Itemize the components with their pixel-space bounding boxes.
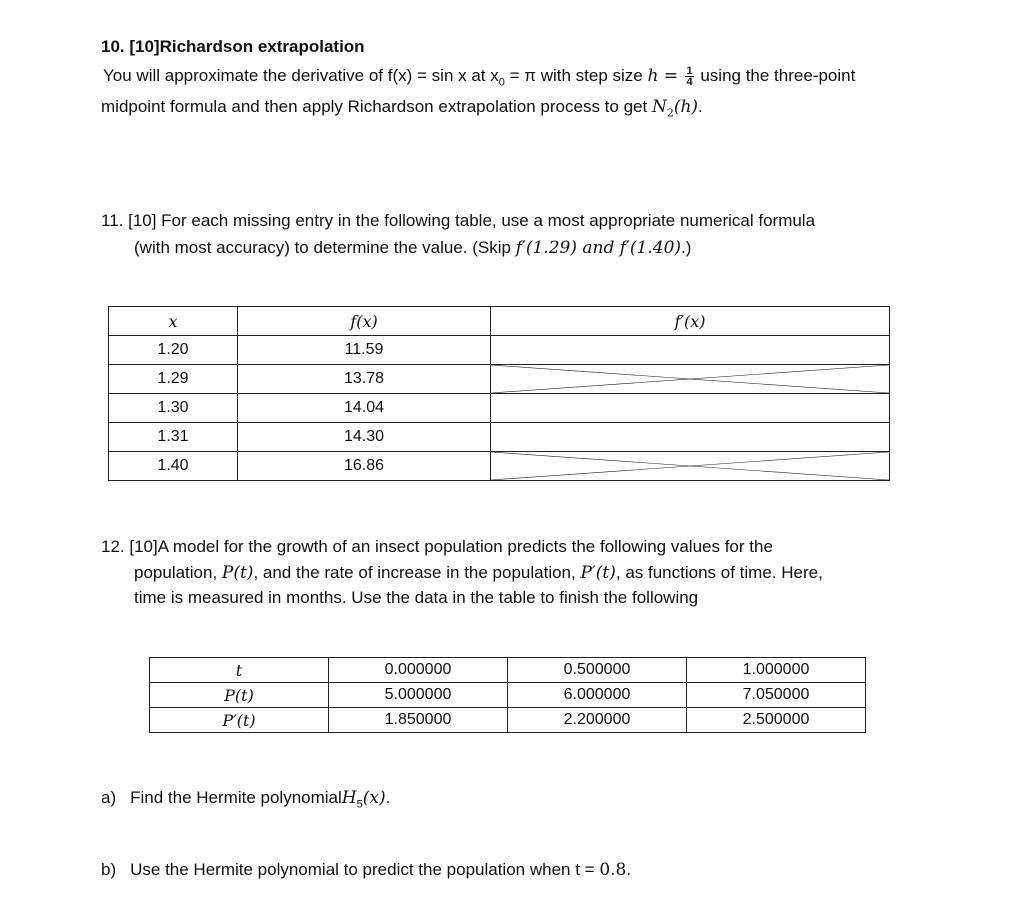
table-row bbox=[150, 708, 866, 733]
q12-part-a: a) Find the Hermite polynomialH$_5$(x). bbox=[101, 788, 391, 811]
cross-out-icon bbox=[491, 365, 889, 393]
x-value: 1.31 bbox=[109, 423, 238, 452]
P-value: 7.050000 bbox=[687, 683, 866, 708]
fx-value: 16.86 bbox=[238, 452, 491, 481]
row-label-Pprime: P′(t) bbox=[150, 708, 329, 733]
table-row bbox=[150, 683, 866, 708]
x-value: 1.30 bbox=[109, 394, 238, 423]
fpx-crossed-cell bbox=[491, 365, 890, 394]
q10-line1: You will approximate the derivative of f(x) = sin x at $x_0 = \pi$ with step size h = $\frac{1}{4}$ using the three-point bbox=[103, 65, 856, 89]
q11-line2: (with most accuracy) to determine the value. (Skip f′(1.29) and f′(1.40).) bbox=[134, 238, 692, 258]
population-table bbox=[149, 657, 866, 733]
q12-line2: population, P(t), and the rate of increase in the population, P′(t), as functions of time. Here, bbox=[134, 563, 823, 583]
fpx-crossed-cell bbox=[491, 452, 890, 481]
fx-value: 14.04 bbox=[238, 394, 491, 423]
P-value: 5.000000 bbox=[329, 683, 508, 708]
P-value: 6.000000 bbox=[508, 683, 687, 708]
t-value: 0.500000 bbox=[508, 658, 687, 683]
x-value: 1.29 bbox=[109, 365, 238, 394]
fraction-one-quarter: $\frac{1}{4}$ bbox=[686, 65, 693, 89]
Pprime-value: 2.200000 bbox=[508, 708, 687, 733]
fx-value: 11.59 bbox=[238, 336, 491, 365]
q11-line1: 11. [10] For each missing entry in the following table, use a most appropriate numerical formula bbox=[101, 211, 816, 230]
fpx-input-cell[interactable] bbox=[491, 394, 890, 423]
header-fpx: f′(x) bbox=[491, 307, 890, 336]
t-value: 0.000000 bbox=[329, 658, 508, 683]
fx-value: 14.30 bbox=[238, 423, 491, 452]
table-row bbox=[109, 365, 890, 394]
fx-value: 13.78 bbox=[238, 365, 491, 394]
x-value: 1.20 bbox=[109, 336, 238, 365]
q10-heading: 10. [10]Richardson extrapolation bbox=[101, 37, 365, 56]
derivative-table bbox=[108, 306, 890, 481]
q10-line2: midpoint formula and then apply Richardson extrapolation process to get $N_2(h)$. bbox=[101, 97, 703, 120]
fpx-input-cell[interactable] bbox=[491, 423, 890, 452]
cross-out-icon bbox=[491, 452, 889, 480]
Pprime-value: 2.500000 bbox=[687, 708, 866, 733]
q12-part-b: b) Use the Hermite polynomial to predict the population when t = 0.8. bbox=[101, 860, 632, 880]
header-x: x bbox=[109, 307, 238, 336]
row-label-t: t bbox=[150, 658, 329, 683]
Pprime-value: 1.850000 bbox=[329, 708, 508, 733]
t-value: 1.000000 bbox=[687, 658, 866, 683]
table-row bbox=[109, 423, 890, 452]
table-header-row bbox=[109, 307, 890, 336]
header-fx: f(x) bbox=[238, 307, 491, 336]
x-value: 1.40 bbox=[109, 452, 238, 481]
row-label-P: P(t) bbox=[150, 683, 329, 708]
part-b-label: b) bbox=[101, 860, 117, 879]
table-row bbox=[109, 452, 890, 481]
fpx-input-cell[interactable] bbox=[491, 336, 890, 365]
q12-line3: time is measured in months. Use the data in the table to finish the following bbox=[134, 588, 699, 607]
part-a-label: a) bbox=[101, 788, 117, 807]
table-row bbox=[109, 336, 890, 365]
table-row bbox=[109, 394, 890, 423]
q12-line1: 12. [10]A model for the growth of an insect population predicts the following values for the bbox=[101, 537, 773, 556]
table-row bbox=[150, 658, 866, 683]
